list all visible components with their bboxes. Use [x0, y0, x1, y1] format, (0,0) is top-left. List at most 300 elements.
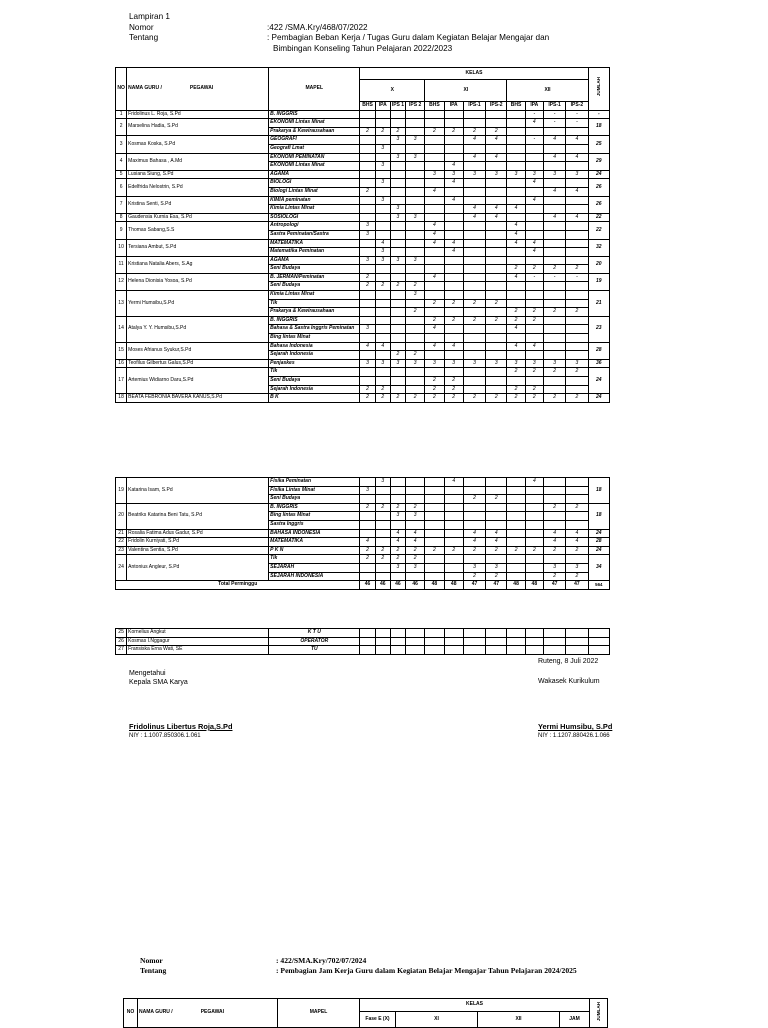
hours-cell	[525, 512, 543, 521]
hours-cell: -	[543, 273, 565, 282]
hours-cell	[375, 136, 390, 145]
signature-left-title: Mengetahui Kepala SMA Karya	[129, 670, 188, 686]
hours-cell: 2	[525, 316, 543, 325]
subject-cell: Penjaskes	[269, 359, 360, 368]
hours-cell	[566, 555, 588, 564]
hours-cell	[444, 291, 463, 300]
hours-cell	[566, 334, 588, 343]
total-cell: 46	[406, 581, 425, 590]
hours-cell	[463, 230, 485, 239]
hours-cell	[463, 119, 485, 128]
hours-cell	[486, 239, 507, 248]
hours-cell	[406, 196, 425, 205]
hours-cell: 4	[486, 213, 507, 222]
teacher-name: Yermi Humsibu,S.Pd	[127, 291, 269, 317]
hours-cell: 3	[375, 359, 390, 368]
teacher-no: 17	[116, 368, 127, 394]
table-row	[116, 555, 610, 564]
hours-cell	[425, 144, 444, 153]
hours-cell	[525, 503, 543, 512]
hours-cell	[360, 179, 375, 188]
staff-empty-cell	[463, 646, 485, 655]
hours-cell	[507, 119, 525, 128]
table-row	[116, 239, 610, 248]
hours-cell	[406, 334, 425, 343]
subject-cell: Antropologi	[269, 222, 360, 231]
hours-cell: 2	[566, 394, 588, 403]
hours-cell	[390, 144, 405, 153]
hours-cell	[507, 248, 525, 257]
hours-cell: 2	[425, 394, 444, 403]
staff-empty-cell	[566, 629, 588, 638]
teacher-total: 26	[588, 179, 609, 196]
hours-cell	[406, 377, 425, 386]
subject-cell: MATEMATIKA	[269, 239, 360, 248]
col-mapel: MAPEL	[269, 68, 360, 111]
hours-cell: 2	[425, 127, 444, 136]
teacher-name: Atalya Y. Y. Humsibu,S.Pd	[127, 316, 269, 342]
hours-cell: 3	[486, 359, 507, 368]
hours-cell	[390, 572, 405, 581]
hours-cell	[444, 222, 463, 231]
hours-cell	[444, 265, 463, 274]
subject-cell: Kimia Lintas Minat	[269, 291, 360, 300]
hours-cell: 4	[525, 478, 543, 487]
hours-cell	[543, 351, 565, 360]
hours-cell	[444, 520, 463, 529]
subject-cell: Kimia Lintas Minat	[269, 205, 360, 214]
hours-cell	[444, 282, 463, 291]
hours-cell: 4	[507, 273, 525, 282]
hours-cell	[525, 230, 543, 239]
hours-cell: 4	[425, 239, 444, 248]
hours-cell	[463, 486, 485, 495]
subhead-cell: IPS-2	[566, 102, 588, 111]
staff-empty-cell	[486, 637, 507, 646]
hours-cell	[425, 162, 444, 171]
teacher-total: 18	[588, 478, 609, 504]
teacher-total: 22	[588, 222, 609, 239]
staff-empty-cell	[507, 629, 525, 638]
hours-cell: 4	[525, 248, 543, 257]
teacher-name: Beatriks Katarina Beni Tatu, S.Pd	[127, 503, 269, 529]
hours-cell: 4	[463, 213, 485, 222]
hours-cell: 2	[444, 127, 463, 136]
hours-cell	[525, 572, 543, 581]
hours-cell	[463, 144, 485, 153]
hours-cell	[390, 222, 405, 231]
hours-cell	[486, 291, 507, 300]
hours-cell: 4	[566, 136, 588, 145]
hours-cell: 2	[425, 316, 444, 325]
hours-cell	[525, 529, 543, 538]
hours-cell	[486, 377, 507, 386]
hours-cell: 2	[525, 308, 543, 317]
hours-cell: 2	[360, 127, 375, 136]
hours-cell	[463, 222, 485, 231]
hours-cell	[507, 196, 525, 205]
table-row	[116, 529, 610, 538]
subject-cell: Bing lintas Minat	[269, 512, 360, 521]
hours-cell	[486, 478, 507, 487]
hours-cell: 2	[507, 385, 525, 394]
hours-cell: 4	[543, 213, 565, 222]
hours-cell: 3	[425, 359, 444, 368]
hours-cell: 4	[463, 153, 485, 162]
hours-cell: 4	[406, 529, 425, 538]
hours-cell	[375, 222, 390, 231]
hours-cell: 2	[425, 546, 444, 555]
hours-cell	[543, 291, 565, 300]
staff-role: K T U	[269, 629, 360, 638]
hours-cell	[375, 377, 390, 386]
hours-cell: 3	[390, 205, 405, 214]
col-jumlah: JUMLAH	[588, 68, 609, 111]
hours-cell	[444, 563, 463, 572]
hours-cell	[543, 162, 565, 171]
hours-cell	[566, 291, 588, 300]
staff-role: TU	[269, 646, 360, 655]
teacher-total: 18	[588, 503, 609, 529]
staff-empty-cell	[375, 646, 390, 655]
hours-cell: 2	[543, 308, 565, 317]
hours-cell: 3	[360, 486, 375, 495]
hours-cell	[444, 205, 463, 214]
teacher-name: Tersiana Ambut, S.Pd	[127, 239, 269, 256]
hours-cell	[507, 351, 525, 360]
hours-cell	[375, 334, 390, 343]
hours-cell: 2	[375, 503, 390, 512]
total-cell: 46	[375, 581, 390, 590]
hours-cell: 2	[444, 299, 463, 308]
hours-cell	[444, 529, 463, 538]
hours-cell	[425, 248, 444, 257]
hours-cell	[543, 486, 565, 495]
hours-cell: 3	[375, 162, 390, 171]
hours-cell	[406, 205, 425, 214]
subhead-cell: IPS-1	[463, 102, 485, 111]
hours-cell	[425, 282, 444, 291]
hours-cell	[525, 282, 543, 291]
hours-cell	[444, 351, 463, 360]
hours-cell: 3	[390, 512, 405, 521]
hours-cell: 2	[486, 495, 507, 504]
hours-cell	[507, 213, 525, 222]
hours-cell	[406, 342, 425, 351]
staff-no: 27	[116, 646, 127, 655]
document-header	[129, 12, 613, 54]
table-row	[116, 291, 610, 300]
hours-cell: 2	[543, 546, 565, 555]
hours-cell: 3	[375, 256, 390, 265]
staff-empty-cell	[566, 646, 588, 655]
hours-cell: 4	[525, 179, 543, 188]
teacher-name: Teofilus Gilbertus Galus,S.Pd	[127, 359, 269, 368]
teacher-name: Antonius Angleur, S.Pd	[127, 555, 269, 581]
hours-cell: 3	[406, 563, 425, 572]
hours-cell	[486, 282, 507, 291]
teacher-name: Katarina Isam, S.Pd	[127, 478, 269, 504]
hours-cell	[375, 265, 390, 274]
hours-cell: 4	[507, 222, 525, 231]
col-xii: XII	[507, 80, 588, 102]
hours-cell: 2	[406, 282, 425, 291]
hours-cell: 3	[406, 153, 425, 162]
hours-cell: 2	[507, 394, 525, 403]
staff-empty-cell	[486, 629, 507, 638]
hours-cell	[463, 334, 485, 343]
subject-cell: Sastra Peminatan/Sastra	[269, 230, 360, 239]
teacher-no: 6	[116, 179, 127, 196]
hours-cell: 3	[375, 248, 390, 257]
hours-cell	[425, 538, 444, 547]
nomor-label: Nomor	[129, 22, 154, 32]
hours-cell	[375, 563, 390, 572]
hours-cell	[507, 136, 525, 145]
subject-cell: Seni Budaya	[269, 377, 360, 386]
hours-cell	[360, 110, 375, 119]
hours-cell	[360, 351, 375, 360]
hours-cell	[507, 538, 525, 547]
hours-cell	[425, 478, 444, 487]
hours-cell	[406, 170, 425, 179]
signature-left-niy: NIY : 1.1007.850306.1.061	[129, 733, 201, 739]
hours-cell: 4	[525, 239, 543, 248]
hours-cell: 2	[486, 127, 507, 136]
table-row	[116, 316, 610, 325]
workload-table	[115, 67, 610, 403]
hours-cell	[486, 230, 507, 239]
hours-cell	[543, 495, 565, 504]
hours-cell	[507, 291, 525, 300]
teacher-total: 20	[588, 256, 609, 273]
hours-cell: 2	[375, 555, 390, 564]
teacher-no: 4	[116, 153, 127, 170]
hours-cell	[444, 503, 463, 512]
hours-cell	[375, 368, 390, 377]
staff-empty-cell	[543, 629, 565, 638]
hours-cell	[406, 179, 425, 188]
hours-cell: 3	[390, 359, 405, 368]
hours-cell	[360, 196, 375, 205]
hours-cell	[360, 572, 375, 581]
hours-cell: 2	[444, 394, 463, 403]
hours-cell: 2	[360, 503, 375, 512]
staff-empty-cell	[406, 629, 425, 638]
subhead-cell: IPS 1	[390, 102, 405, 111]
hours-cell: 2	[543, 368, 565, 377]
hours-cell: 4	[543, 187, 565, 196]
hours-cell	[425, 179, 444, 188]
hours-cell: 2	[463, 127, 485, 136]
hours-cell	[507, 486, 525, 495]
staff-empty-cell	[525, 637, 543, 646]
hours-cell	[390, 187, 405, 196]
total-cell: 48	[444, 581, 463, 590]
hours-cell: 3	[507, 170, 525, 179]
teacher-total: 24	[588, 394, 609, 403]
hours-cell	[463, 368, 485, 377]
hours-cell	[425, 351, 444, 360]
hours-cell: 2	[566, 503, 588, 512]
hours-cell: 2	[444, 385, 463, 394]
teacher-no: 9	[116, 222, 127, 239]
hours-cell	[463, 478, 485, 487]
hours-cell: 4	[507, 342, 525, 351]
hours-cell	[390, 316, 405, 325]
hours-cell	[360, 316, 375, 325]
hours-cell	[525, 334, 543, 343]
hours-cell	[375, 529, 390, 538]
hours-cell	[525, 162, 543, 171]
hours-cell	[543, 334, 565, 343]
teacher-total: 24	[588, 170, 609, 179]
hours-cell	[375, 316, 390, 325]
hours-cell	[444, 256, 463, 265]
subhead-cell: BHS	[360, 102, 375, 111]
hours-cell: 4	[543, 538, 565, 547]
hours-cell	[375, 495, 390, 504]
hours-cell	[463, 265, 485, 274]
hours-cell	[486, 273, 507, 282]
total-row	[116, 581, 610, 590]
hours-cell	[444, 368, 463, 377]
hours-cell: 2	[406, 555, 425, 564]
hours-cell	[566, 486, 588, 495]
hours-cell	[444, 334, 463, 343]
hours-cell	[463, 385, 485, 394]
hours-cell: -	[566, 273, 588, 282]
staff-empty-cell	[444, 637, 463, 646]
hours-cell: 4	[507, 205, 525, 214]
hours-cell	[375, 486, 390, 495]
hours-cell: 2	[375, 385, 390, 394]
hours-cell: 2	[507, 265, 525, 274]
hours-cell	[486, 351, 507, 360]
hours-cell	[360, 144, 375, 153]
hours-cell: 3	[486, 563, 507, 572]
hours-cell	[360, 239, 375, 248]
subhead-cell: IPS-1	[543, 102, 565, 111]
hours-cell	[406, 486, 425, 495]
hours-cell	[360, 520, 375, 529]
staff-empty-cell	[525, 629, 543, 638]
hours-cell	[566, 162, 588, 171]
hours-cell: 4	[507, 325, 525, 334]
hours-cell: 4	[507, 239, 525, 248]
hours-cell: 3	[360, 359, 375, 368]
total-cell: 47	[543, 581, 565, 590]
signature-right-name: Yermi Humsibu, S.Pd	[538, 722, 613, 731]
total-cell: 47	[566, 581, 588, 590]
hours-cell: 4	[566, 187, 588, 196]
hours-cell	[486, 503, 507, 512]
hours-cell	[425, 555, 444, 564]
hours-cell	[425, 529, 444, 538]
hours-cell: 2	[406, 394, 425, 403]
hours-cell	[444, 572, 463, 581]
teacher-no: 21	[116, 529, 127, 538]
hours-cell	[543, 248, 565, 257]
hours-cell	[360, 170, 375, 179]
hours-cell	[390, 179, 405, 188]
hours-cell: 3	[360, 256, 375, 265]
hours-cell: 4	[463, 538, 485, 547]
teacher-total: 25	[588, 136, 609, 153]
staff-empty-cell	[360, 646, 375, 655]
hours-cell	[375, 119, 390, 128]
hours-cell: 4	[463, 136, 485, 145]
subhead-cell: BHS	[507, 102, 525, 111]
hours-cell: 2	[486, 546, 507, 555]
hours-cell: 2	[543, 394, 565, 403]
teacher-name: Fridolin Kurniyati, S.Pd	[127, 538, 269, 547]
hours-cell	[444, 153, 463, 162]
hours-cell	[425, 308, 444, 317]
staff-empty-cell	[588, 629, 609, 638]
hours-cell: -	[525, 136, 543, 145]
staff-empty-cell	[588, 646, 609, 655]
hours-cell	[390, 325, 405, 334]
hours-cell	[406, 119, 425, 128]
hours-cell: 3	[486, 170, 507, 179]
hours-cell	[486, 308, 507, 317]
hours-cell	[543, 179, 565, 188]
staff-no: 26	[116, 637, 127, 646]
hours-cell: 3	[525, 359, 543, 368]
teacher-no: 8	[116, 213, 127, 222]
hours-cell	[390, 495, 405, 504]
hours-cell: 3	[507, 359, 525, 368]
hours-cell	[375, 308, 390, 317]
total-cell: 47	[486, 581, 507, 590]
hours-cell	[566, 230, 588, 239]
hours-cell: 3	[566, 359, 588, 368]
hours-cell: 2	[360, 273, 375, 282]
subject-cell: Seni Budaya	[269, 282, 360, 291]
teacher-name: Kristina Senti, S.Pd	[127, 196, 269, 213]
hours-cell	[543, 342, 565, 351]
staff-empty-cell	[543, 637, 565, 646]
hours-cell: 4	[463, 205, 485, 214]
staff-empty-cell	[375, 637, 390, 646]
staff-empty-cell	[390, 629, 405, 638]
hours-cell	[566, 385, 588, 394]
teacher-name: Lusiana Siung, S.Pd	[127, 170, 269, 179]
hours-cell: 2	[566, 546, 588, 555]
table-row	[116, 478, 610, 487]
hours-cell: 2	[525, 385, 543, 394]
place-date: Ruteng, 8 Juli 2022	[538, 658, 599, 665]
hours-cell	[525, 351, 543, 360]
hours-cell: 4	[425, 273, 444, 282]
hours-cell	[525, 377, 543, 386]
subject-cell: Seni Budaya	[269, 495, 360, 504]
hours-cell	[525, 555, 543, 564]
hours-cell: 4	[425, 187, 444, 196]
hours-cell: 3	[406, 291, 425, 300]
hours-cell: 2	[375, 394, 390, 403]
hours-cell	[406, 187, 425, 196]
hours-cell	[525, 144, 543, 153]
hours-cell	[425, 334, 444, 343]
hours-cell	[360, 529, 375, 538]
hours-cell	[390, 248, 405, 257]
hours-cell: 2	[390, 555, 405, 564]
hours-cell	[525, 222, 543, 231]
staff-empty-cell	[406, 637, 425, 646]
hours-cell	[375, 230, 390, 239]
